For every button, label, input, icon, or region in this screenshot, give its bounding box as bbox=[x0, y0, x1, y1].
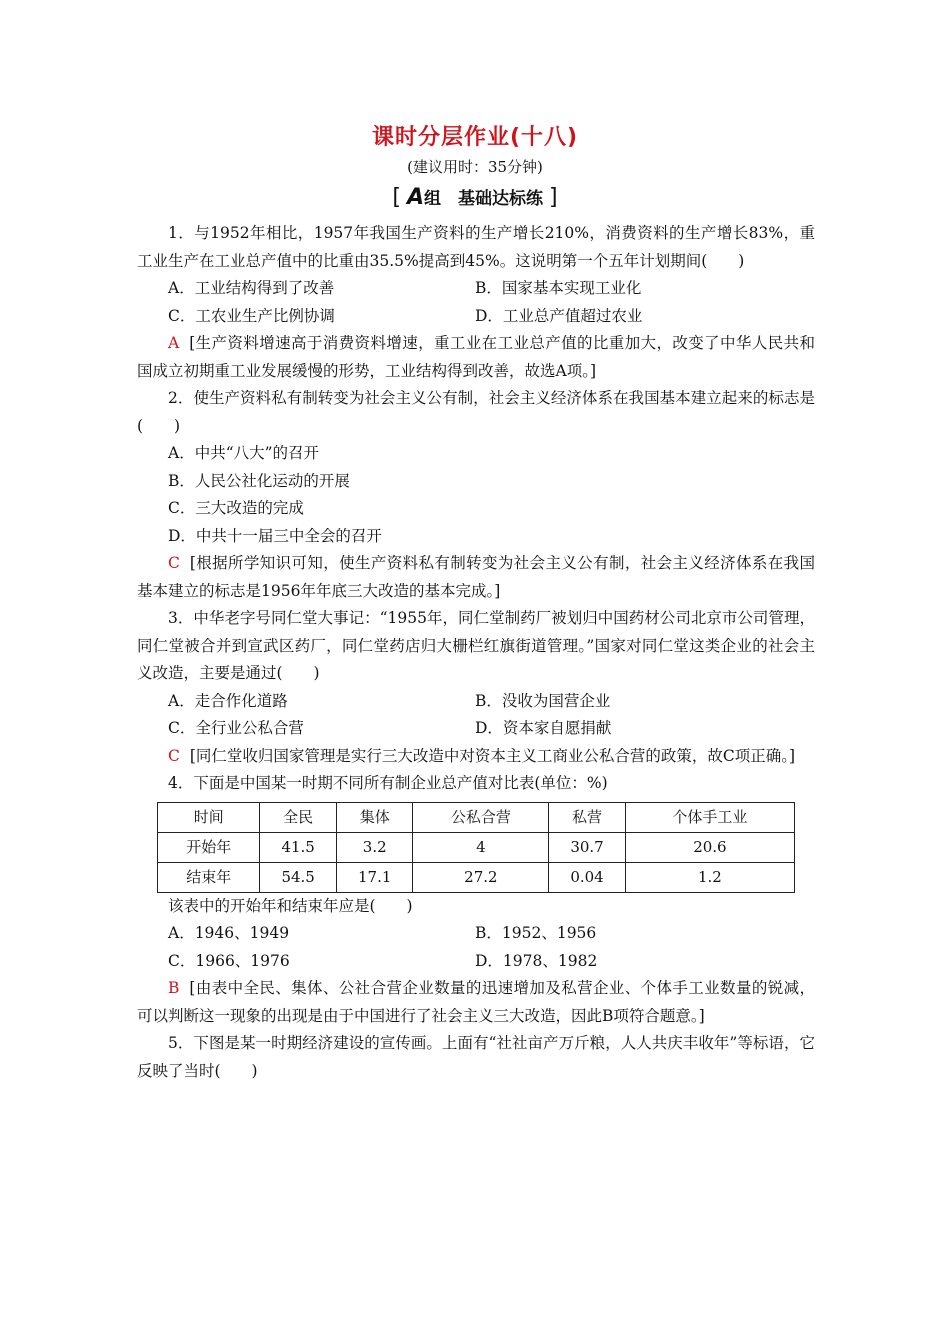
table-cell: 20.6 bbox=[625, 832, 794, 862]
option: D．资本家自愿捐献 bbox=[475, 719, 612, 737]
table-cell: 30.7 bbox=[549, 832, 626, 862]
answer-letter: C bbox=[168, 554, 180, 572]
question-4-options-row-1 bbox=[137, 920, 815, 948]
option: A．走合作化道路 bbox=[168, 691, 288, 710]
group-label: 组 基础达标练 bbox=[424, 189, 544, 209]
bracket-left: [ bbox=[392, 185, 401, 210]
answer-letter: A bbox=[168, 334, 180, 352]
table-cell: 结束年 bbox=[158, 862, 260, 892]
question-3-answer bbox=[137, 743, 815, 771]
answer-letter: B bbox=[168, 979, 180, 997]
answer-explanation: [根据所学知识可知，使生产资料私有制转变为社会主义公有制，社会主义经济体系在我国基本建立的标志是1956年年底三大改造的基本完成。] bbox=[137, 554, 815, 600]
table-header-cell: 时间 bbox=[158, 802, 260, 832]
table-cell: 0.04 bbox=[549, 862, 626, 892]
questions bbox=[137, 220, 815, 1085]
page-title: 课时分层作业(十八) bbox=[371, 125, 579, 150]
option: B．国家基本实现工业化 bbox=[475, 279, 642, 297]
answer-explanation: [同仁堂收归国家管理是实行三大改造中对资本主义工商业公私合营的政策，故C项正确。] bbox=[189, 746, 796, 765]
bracket-right: ] bbox=[549, 185, 558, 210]
table-cell: 开始年 bbox=[158, 832, 260, 862]
question-2-answer bbox=[137, 550, 815, 605]
group-heading bbox=[0, 184, 950, 210]
option: A．中共“八大”的召开 bbox=[168, 444, 320, 462]
table-header-cell: 个体手工业 bbox=[625, 802, 794, 832]
table-cell: 1.2 bbox=[625, 862, 794, 892]
question-4-options-row-2 bbox=[137, 948, 815, 976]
option: D．1978、1982 bbox=[475, 951, 598, 970]
group-letter: A bbox=[406, 185, 425, 210]
table-cell: 4 bbox=[413, 832, 549, 862]
ownership-output-table bbox=[157, 802, 795, 893]
table-row bbox=[158, 862, 795, 892]
question-5-stem: 5．下图是某一时期经济建设的宣传画。上面有“社社亩产万斤粮，人人共庆丰收年”等标语，它反映了当时( ) bbox=[137, 1034, 815, 1080]
option: B．没收为国营企业 bbox=[475, 691, 611, 710]
option: C．1966、1976 bbox=[168, 951, 290, 970]
question-1-options-row-2 bbox=[137, 303, 815, 331]
option: C．全行业公私合营 bbox=[168, 719, 304, 737]
table-header-cell: 公私合营 bbox=[413, 802, 549, 832]
table-cell: 27.2 bbox=[413, 862, 549, 892]
table-header-cell: 集体 bbox=[336, 802, 413, 832]
table-cell: 3.2 bbox=[336, 832, 413, 862]
table-row bbox=[158, 832, 795, 862]
option: D．工业总产值超过农业 bbox=[475, 306, 643, 325]
question-4-answer bbox=[137, 975, 815, 1030]
question-1-stem: 1．与1952年相比，1957年我国生产资料的生产增长210%，消费资料的生产增长83%，重工业生产在工业总产值中的比重由35.5%提高到45%。这说明第一个五年计划期间( ) bbox=[137, 224, 815, 270]
table-header-row bbox=[158, 802, 795, 832]
option: A．工业结构得到了改善 bbox=[168, 279, 335, 297]
option: B．1952、1956 bbox=[475, 924, 597, 942]
option: B．人民公社化运动的开展 bbox=[168, 471, 350, 490]
question-1-answer bbox=[137, 330, 815, 385]
option: D．中共十一届三中全会的召开 bbox=[168, 526, 382, 545]
option: C．三大改造的完成 bbox=[168, 499, 304, 517]
question-3-options-row-2 bbox=[137, 715, 815, 743]
question-4-question: 该表中的开始年和结束年应是( ) bbox=[168, 896, 413, 915]
answer-explanation: [由表中全民、集体、公社合营企业数量的迅速增加及私营企业、个体手工业数量的锐减，可以判断这一现象的出现是由于中国进行了社会主义三大改造，因此B项符合题意。] bbox=[137, 979, 815, 1025]
table-cell: 54.5 bbox=[260, 862, 337, 892]
question-4-stem: 4．下面是中国某一时期不同所有制企业总产值对比表(单位：%) bbox=[168, 774, 608, 792]
table-cell: 41.5 bbox=[260, 832, 337, 862]
option: C．工农业生产比例协调 bbox=[168, 306, 335, 325]
question-2-stem: 2．使生产资料私有制转变为社会主义公有制，社会主义经济体系在我国基本建立起来的标志是( ) bbox=[137, 389, 815, 435]
question-3-stem: 3．中华老字号同仁堂大事记：“1955年，同仁堂制药厂被划归中国药材公司北京市公司管理，同仁堂被合并到宣武区药厂，同仁堂药店归大栅栏红旗街道管理。”国家对同仁堂这类企业的社会主义改造，主要是通过( ) bbox=[137, 609, 815, 682]
question-1-options-row-1 bbox=[137, 275, 815, 303]
table-header-cell: 私营 bbox=[549, 802, 626, 832]
answer-letter: C bbox=[168, 746, 180, 765]
option: A．1946、1949 bbox=[168, 924, 290, 942]
suggested-time: (建议用时：35分钟) bbox=[407, 158, 543, 176]
table-cell: 17.1 bbox=[336, 862, 413, 892]
answer-explanation: [生产资料增速高于消费资料增速，重工业在工业总产值的比重加大，改变了中华人民共和国成立初期重工业发展缓慢的形势，工业结构得到改善，故选A项。] bbox=[137, 334, 815, 380]
table-header-cell: 全民 bbox=[260, 802, 337, 832]
question-3-options-row-1 bbox=[137, 688, 815, 716]
